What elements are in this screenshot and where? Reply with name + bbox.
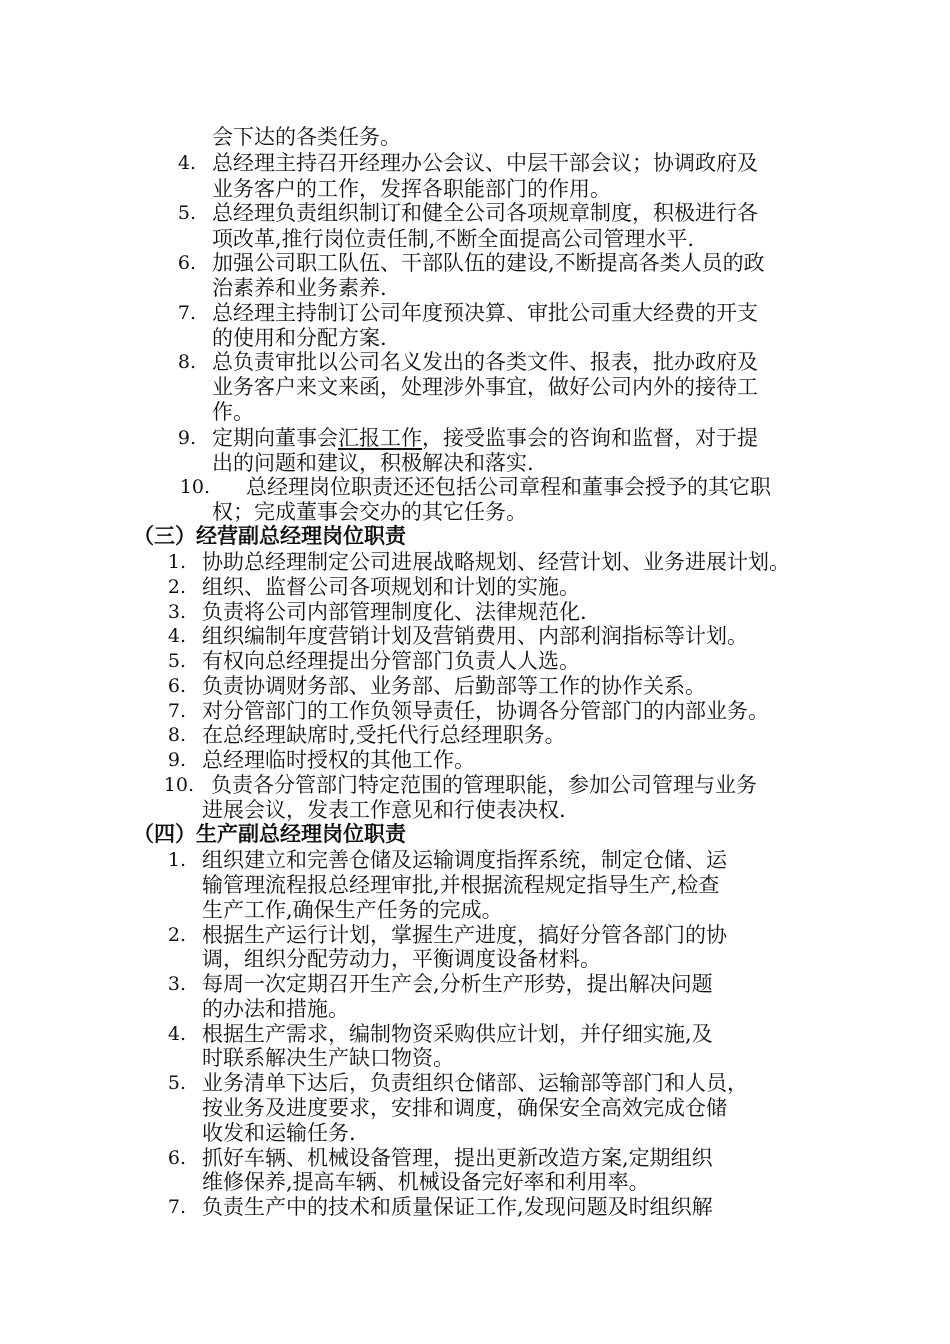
section3-item-8-number: 8. [167,724,186,746]
section2-item-4-line-2: 业务客户的工作，发挥各职能部门的作用。 [212,177,611,201]
section2-item-9-text-post: ，接受监事会的咨询和监督，对于提 [422,426,758,450]
section2-item-7-number: 7. [177,302,196,324]
section4-item-2-number: 2. [167,924,186,946]
section2-item-10-line-1: 总经理岗位职责还还包括公司章程和董事会授予的其它职 [246,475,771,499]
section4-item-7-number: 7. [167,1196,186,1218]
section2-continuation: 会下达的各类任务。 [212,125,401,149]
section3-item-4-number: 4. [167,625,186,647]
section3-item-4-line-1: 组织编制年度营销计划及营销费用、内部利润指标等计划。 [202,624,748,648]
section4-item-5-line-3: 收发和运输任务. [202,1121,356,1145]
section4-item-6-line-1: 抓好车辆、机械设备管理，提出更新改造方案,定期组织 [202,1146,713,1170]
section2-item-9-number: 9. [177,427,196,449]
section4-item-4-line-1: 根据生产需求，编制物资采购供应计划，并仔细实施,及 [202,1022,713,1046]
section4-item-1-number: 1. [167,849,186,871]
section2-item-7-line-2: 的使用和分配方案. [212,326,387,350]
section3-item-2-line-1: 组织、监督公司各项规划和计划的实施。 [202,575,580,599]
section4-item-1-line-1: 组织建立和完善仓储及运输调度指挥系统，制定仓储、运 [202,848,727,872]
section4-item-2-line-2: 调，组织分配劳动力，平衡调度设备材料。 [202,947,601,971]
section3-item-10-number: 10. [163,774,194,796]
section4-item-1-line-2: 输管理流程报总经理审批,并根据流程规定指导生产,检查 [202,873,720,897]
section2-item-8-line-3: 作。 [212,400,254,424]
section3-item-1-line-1: 协助总经理制定公司进展战略规划、经营计划、业务进展计划。 [202,550,790,574]
section4-item-5-line-2: 按业务及进度要求，安排和调度，确保安全高效完成仓储 [202,1096,727,1120]
section2-item-8-number: 8. [177,351,196,373]
section3-item-10-line-1: 负责各分管部门特定范围的管理职能，参加公司管理与业务 [211,773,757,797]
section2-item-9-text-pre: 定期向董事会 [212,426,338,450]
section2-item-7-line-1: 总经理主持制订公司年度预决算、审批公司重大经费的开支 [212,301,758,325]
section4-item-6-line-2: 维修保养,提高车辆、机械设备完好率和利用率。 [202,1170,650,1194]
section3-item-7-number: 7. [167,700,186,722]
section4-item-5-number: 5. [167,1072,186,1094]
section2-item-4-line-1: 总经理主持召开经理办公会议、中层干部会议；协调政府及 [212,151,758,175]
section3-item-2-number: 2. [167,576,186,598]
section2-item-4-number: 4. [177,152,196,174]
section2-item-10-number: 10. [179,476,210,498]
section4-item-4-number: 4. [167,1023,186,1045]
section4-item-3-line-2: 的办法和措施。 [202,997,349,1021]
section2-item-9-line-2: 出的问题和建议，积极解决和落实. [212,451,534,475]
section4-item-4-line-2: 时联系解决生产缺口物资。 [202,1046,454,1070]
section4-item-6-number: 6. [167,1147,186,1169]
section2-item-8-line-1: 总负责审批以公司名义发出的各类文件、报表，批办政府及 [212,350,758,374]
section4-item-3-line-1: 每周一次定期召开生产会,分析生产形势，提出解决问题 [202,972,713,996]
section3-item-6-number: 6. [167,675,186,697]
section3-item-9-line-1: 总经理临时授权的其他工作。 [202,748,475,772]
section3-item-3-number: 3. [167,601,186,623]
section4-item-1-line-3: 生产工作,确保生产任务的完成。 [202,898,503,922]
section3-item-5-line-1: 有权向总经理提出分管部门负责人人选。 [202,649,580,673]
section2-item-8-line-2: 业务客户来文来函，处理涉外事宜，做好公司内外的接待工 [212,375,758,399]
section2-item-10-line-2: 权；完成董事会交办的其它任务。 [212,500,527,524]
section3-item-6-line-1: 负责协调财务部、业务部、后勤部等工作的协作关系。 [202,674,706,698]
section2-item-6-line-2: 治素养和业务素养. [212,276,387,300]
section2-item-5-line-2: 项改革,推行岗位责任制,不断全面提高公司管理水平. [212,227,695,251]
report-work-link[interactable]: 汇报工作 [338,426,422,450]
section2-item-6-number: 6. [177,252,196,274]
section2-item-5-number: 5. [177,202,196,224]
section3-item-1-number: 1. [167,551,186,573]
section3-item-9-number: 9. [167,749,186,771]
section4-item-5-line-1: 业务清单下达后，负责组织仓储部、运输部等部门和人员， [202,1071,748,1095]
section4-item-7-line-1: 负责生产中的技术和质量保证工作,发现问题及时组织解 [202,1195,713,1219]
section2-item-9-line-1 [212,425,758,451]
section4-heading: （四）生产副总经理岗位职责 [133,821,406,846]
section2-item-5-line-1: 总经理负责组织制订和健全公司各项规章制度，积极进行各 [212,201,758,225]
section3-item-5-number: 5. [167,650,186,672]
section3-item-10-line-2: 进展会议，发表工作意见和行使表决权. [202,798,566,822]
section4-item-2-line-1: 根据生产运行计划，掌握生产进度，搞好分管各部门的协 [202,923,727,947]
section4-item-3-number: 3. [167,973,186,995]
section3-item-3-line-1: 负责将公司内部管理制度化、法律规范化. [202,600,587,624]
section3-item-8-line-1: 在总经理缺席时,受托代行总经理职务。 [202,723,566,747]
section3-heading: （三）经营副总经理岗位职责 [133,523,406,548]
section3-item-7-line-1: 对分管部门的工作负领导责任，协调各分管部门的内部业务。 [202,699,769,723]
section2-item-6-line-1: 加强公司职工队伍、干部队伍的建设,不断提高各类人员的政 [212,251,765,275]
